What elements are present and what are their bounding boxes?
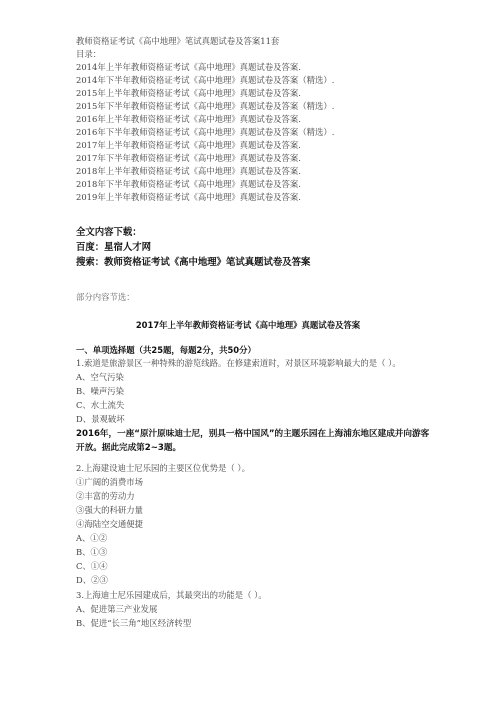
question-2-stem: 2.上海建设迪士尼乐园的主要区位优势是（ ）。: [76, 463, 250, 473]
toc-item[interactable]: 2018年上半年教师资格证考试《高中地理》真题试卷及答案.: [76, 166, 301, 176]
material-paragraph: 2016年，一座“原汁原味迪士尼，别具一格中国风”的主题乐园在上海浦东地区建成并向游客开放。据此完成第2~3题。: [76, 429, 430, 453]
question-option: B、促进“长三角”地区经济转型: [76, 618, 192, 628]
toc-item[interactable]: 2018年下半年教师资格证考试《高中地理》真题试卷及答案.: [76, 179, 301, 189]
toc-item[interactable]: 2015年下半年教师资格证考试《高中地理》真题试卷及答案（精选）.: [76, 101, 335, 111]
part-heading: 一、单项选择题（共25题，每题2分，共50分）: [76, 345, 256, 355]
question-option: D、②③: [76, 575, 108, 585]
question-option: A、空气污染: [76, 372, 124, 382]
toc-item[interactable]: 2014年下半年教师资格证考试《高中地理》真题试卷及答案（精选）.: [76, 75, 335, 85]
download-search: 搜索：教师资格证考试《高中地理》笔试真题试卷及答案: [76, 257, 311, 268]
question-item: ④海陆空交通便捷: [76, 519, 143, 529]
question-option: D、景观破坏: [76, 414, 125, 424]
toc-item[interactable]: 2019年上半年教师资格证考试《高中地理》真题试卷及答案.: [76, 192, 301, 202]
question-option: B、噪声污染: [76, 386, 125, 396]
excerpt-label: 部分内容节选：: [76, 292, 135, 302]
question-1-stem: 1.索道是旅游景区一种特殊的游览线路。在修建索道时，对景区环境影响最大的是（ ）。: [76, 358, 401, 368]
section-title: 2017年上半年教师资格证考试《高中地理》真题试卷及答案: [135, 320, 361, 330]
toc-item[interactable]: 2017年下半年教师资格证考试《高中地理》真题试卷及答案.: [76, 153, 301, 163]
question-option: A、促进第三产业发展: [76, 604, 158, 614]
toc-item[interactable]: 2014年上半年教师资格证考试《高中地理》真题试卷及答案.: [76, 62, 301, 72]
question-item: ②丰富的劳动力: [76, 491, 135, 501]
toc-label: 目录：: [76, 49, 102, 59]
question-option: A、①②: [76, 533, 108, 543]
question-option: C、①④: [76, 561, 108, 571]
download-heading: 全文内容下载：: [76, 227, 142, 238]
download-baidu: 百度：星宿人才网: [76, 242, 152, 253]
toc-item[interactable]: 2016年下半年教师资格证考试《高中地理》真题试卷及答案（精选）.: [76, 127, 335, 137]
question-item: ③强大的科研力量: [76, 505, 143, 515]
question-option: B、①③: [76, 547, 108, 557]
toc-item[interactable]: 2017年上半年教师资格证考试《高中地理》真题试卷及答案.: [76, 140, 301, 150]
question-item: ①广阔的消费市场: [76, 477, 143, 487]
question-3-stem: 3.上海迪士尼乐园建成后，其最突出的功能是（ ）。: [76, 590, 267, 600]
toc-item[interactable]: 2016年上半年教师资格证考试《高中地理》真题试卷及答案.: [76, 114, 301, 124]
question-option: C、水土流失: [76, 400, 125, 410]
toc-item[interactable]: 2015年上半年教师资格证考试《高中地理》真题试卷及答案.: [76, 88, 301, 98]
document-title: 教师资格证考试《高中地理》笔试真题试卷及答案11套: [76, 36, 280, 46]
